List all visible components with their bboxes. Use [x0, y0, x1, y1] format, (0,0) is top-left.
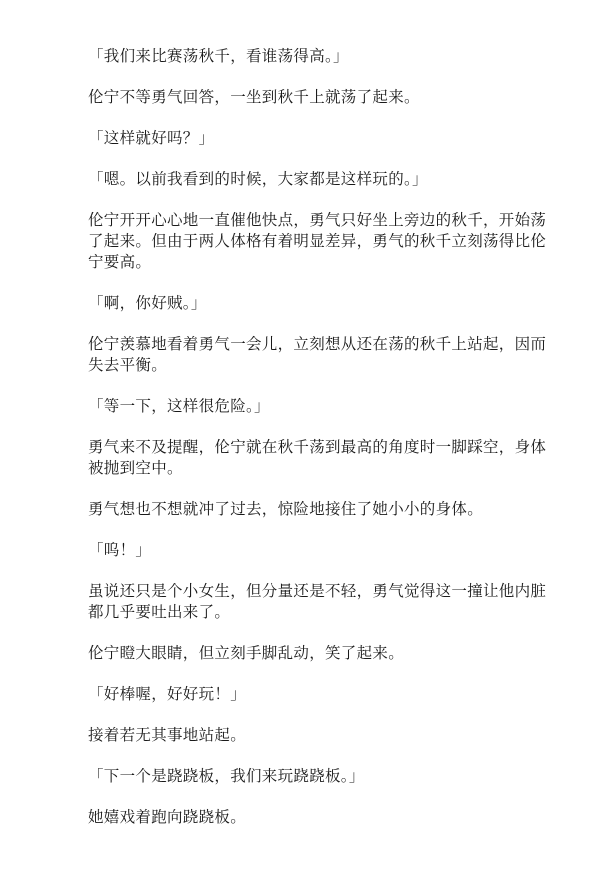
paragraph-7: 伦宁羡慕地看着勇气一会儿，立刻想从还在荡的秋千上站起，因而失去平衡。: [88, 335, 547, 374]
novel-page: [88, 46, 558, 828]
paragraph-8: 「等一下，这样很危险。」: [88, 397, 270, 415]
paragraph-2: 伦宁不等勇气回答，一坐到秋千上就荡了起来。: [88, 88, 420, 106]
paragraph-1: 「我们来比赛荡秋千，看谁荡得高。」: [88, 47, 349, 65]
paragraph-3: 「这样就好吗？」: [88, 129, 215, 147]
paragraph-5: 伦宁开开心心地一直催他快点，勇气只好坐上旁边的秋千，开始荡了起来。但由于两人体格有着明显差异，勇气的秋千立刻荡得比伦宁要高。: [88, 211, 547, 271]
paragraph-17: 她嬉戏着跑向跷跷板。: [88, 808, 247, 826]
paragraph-4: 「嗯。以前我看到的时候，大家都是这样玩的。」: [88, 170, 428, 188]
paragraph-14: 「好棒喔，好好玩！」: [88, 685, 247, 703]
paragraph-11: 「呜！」: [88, 541, 152, 559]
paragraph-16: 「下一个是跷跷板，我们来玩跷跷板。」: [88, 767, 365, 785]
paragraph-6: 「啊，你好贼。」: [88, 294, 207, 312]
paragraph-13: 伦宁瞪大眼睛，但立刻手脚乱动，笑了起来。: [88, 644, 405, 662]
paragraph-12: 虽说还只是个小女生，但分量还是不轻，勇气觉得这一撞让他内脏都几乎要吐出来了。: [88, 582, 547, 621]
paragraph-10: 勇气想也不想就冲了过去，惊险地接住了她小小的身体。: [88, 500, 484, 518]
paragraph-9: 勇气来不及提醒，伦宁就在秋千荡到最高的角度时一脚踩空，身体被抛到空中。: [88, 438, 547, 477]
paragraph-15: 接着若无其事地站起。: [88, 726, 247, 744]
